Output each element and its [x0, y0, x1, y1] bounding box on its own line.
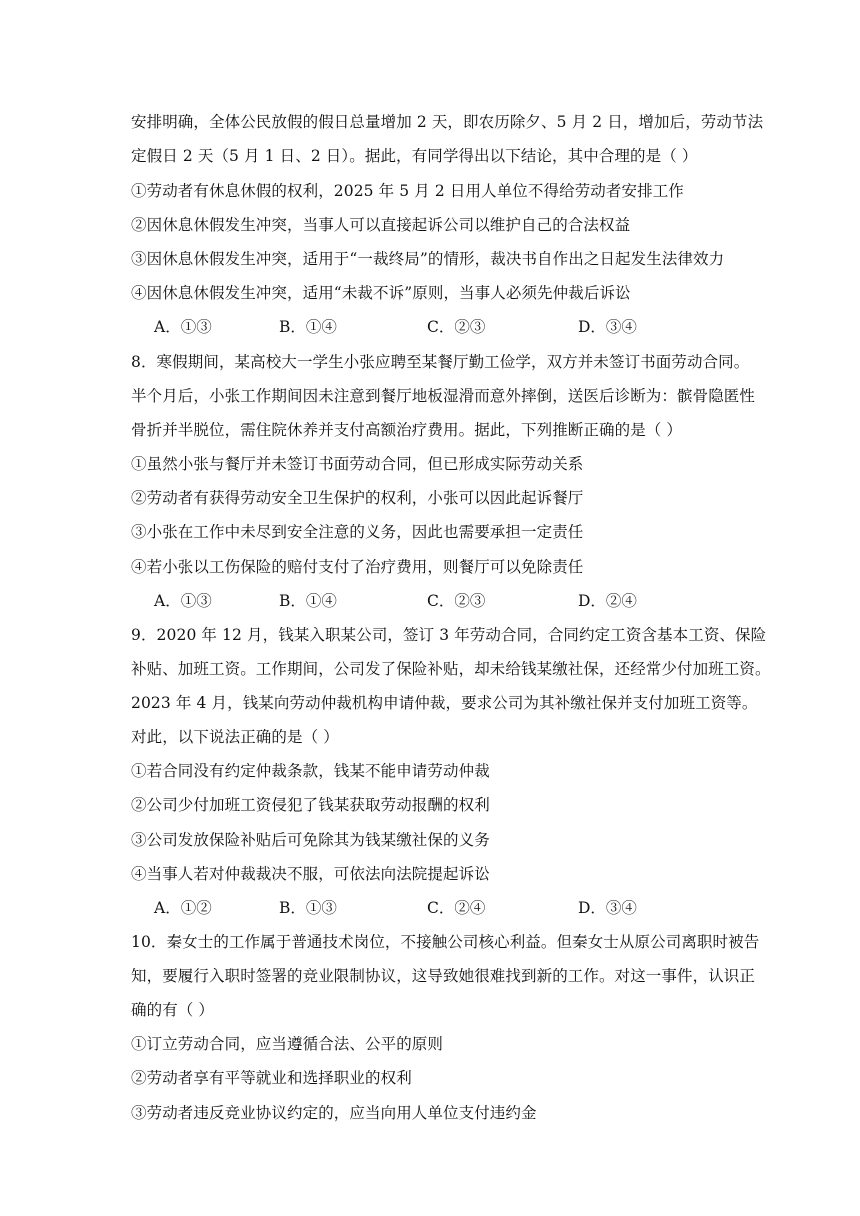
q9-stem-line-1: 9．2020 年 12 月，钱某入职某公司，签订 3 年劳动合同，合同约定工资含基本工资、保险: [131, 626, 767, 644]
q9-stem-line-2: 补贴、加班工资。工作期间，公司发了保险补贴，却未给钱某缴社保，还经常少付加班工资。: [131, 660, 771, 678]
q10-stem-line-3: 确的有（ ）: [131, 1001, 215, 1019]
q10-stem-line-2: 知，要履行入职时签署的竞业限制协议，这导致她很难找到新的工作。对这一事件，认识正: [131, 967, 756, 985]
q8-stem-line-2: 半个月后，小张工作期间因未注意到餐厅地板湿滑而意外摔倒，送医后诊断为：髌骨隐匿性: [131, 387, 756, 405]
q8-item-3: ③小张在工作中未尽到安全注意的义务，因此也需要承担一定责任: [131, 523, 584, 541]
q7-option-a: A．①③: [154, 318, 212, 336]
q9-stem-line-3: 2023 年 4 月，钱某向劳动仲裁机构申请仲裁，要求公司为其补缴社保并支付加班工资等。: [131, 694, 758, 712]
q9-option-d: D．③④: [578, 899, 637, 917]
q7-item-1: ①劳动者有休息休假的权利，2025 年 5 月 2 日用人单位不得给劳动者安排工作: [131, 182, 684, 200]
q8-option-c: C．②③: [427, 592, 486, 610]
q8-item-1: ①虽然小张与餐厅并未签订书面劳动合同，但已形成实际劳动关系: [131, 455, 584, 473]
q9-option-b: B．①③: [279, 899, 337, 917]
q7-option-d: D．③④: [578, 318, 637, 336]
q7-item-3: ③因休息休假发生冲突，适用于“一裁终局”的情形，裁决书自作出之日起发生法律效力: [131, 250, 725, 268]
q8-option-b: B．①④: [279, 592, 337, 610]
q10-item-3: ③劳动者违反竞业协议约定的，应当向用人单位支付违约金: [131, 1104, 537, 1122]
q8-option-d: D．②④: [578, 592, 637, 610]
q9-item-1: ①若合同没有约定仲裁条款，钱某不能申请劳动仲裁: [131, 762, 490, 780]
q7-item-2: ②因休息休假发生冲突，当事人可以直接起诉公司以维护自己的合法权益: [131, 216, 631, 234]
q9-item-3: ③公司发放保险补贴后可免除其为钱某缴社保的义务: [131, 831, 490, 849]
q10-item-1: ①订立劳动合同，应当遵循合法、公平的原则: [131, 1035, 444, 1053]
q9-item-2: ②公司少付加班工资侵犯了钱某获取劳动报酬的权利: [131, 796, 490, 814]
q7-stem-line-1: 安排明确，全体公民放假的假日总量增加 2 天，即农历除夕、5 月 2 日，增加后，劳动节法: [131, 113, 764, 131]
q9-stem-line-4: 对此，以下说法正确的是（ ）: [131, 728, 339, 746]
q8-item-2: ②劳动者有获得劳动安全卫生保护的权利，小张可以因此起诉餐厅: [131, 489, 584, 507]
q7-stem-line-2: 定假日 2 天（5 月 1 日、2 日）。据此，有同学得出以下结论，其中合理的是（ ）: [131, 147, 698, 165]
q9-item-4: ④当事人若对仲裁裁决不服，可依法向法院提起诉讼: [131, 865, 490, 883]
q10-item-2: ②劳动者享有平等就业和选择职业的权利: [131, 1069, 412, 1087]
q8-option-a: A．①③: [154, 592, 212, 610]
q7-option-b: B．①④: [279, 318, 337, 336]
q8-item-4: ④若小张以工伤保险的赔付支付了治疗费用，则餐厅可以免除责任: [131, 558, 584, 576]
q7-item-4: ④因休息休假发生冲突，适用“未裁不诉”原则，当事人必须先仲裁后诉讼: [131, 284, 631, 302]
q9-option-c: C．②④: [427, 899, 486, 917]
q8-stem-line-3: 骨折并半脱位，需住院休养并支付高额治疗费用。据此，下列推断正确的是（ ）: [131, 421, 683, 439]
q10-stem-line-1: 10．秦女士的工作属于普通技术岗位，不接触公司核心利益。但秦女士从原公司离职时被告: [131, 933, 760, 951]
q9-option-a: A．①②: [154, 899, 212, 917]
q8-stem-line-1: 8．寒假期间，某高校大一学生小张应聘至某餐厅勤工俭学，双方并未签订书面劳动合同。: [131, 353, 750, 371]
q7-option-c: C．②③: [427, 318, 486, 336]
